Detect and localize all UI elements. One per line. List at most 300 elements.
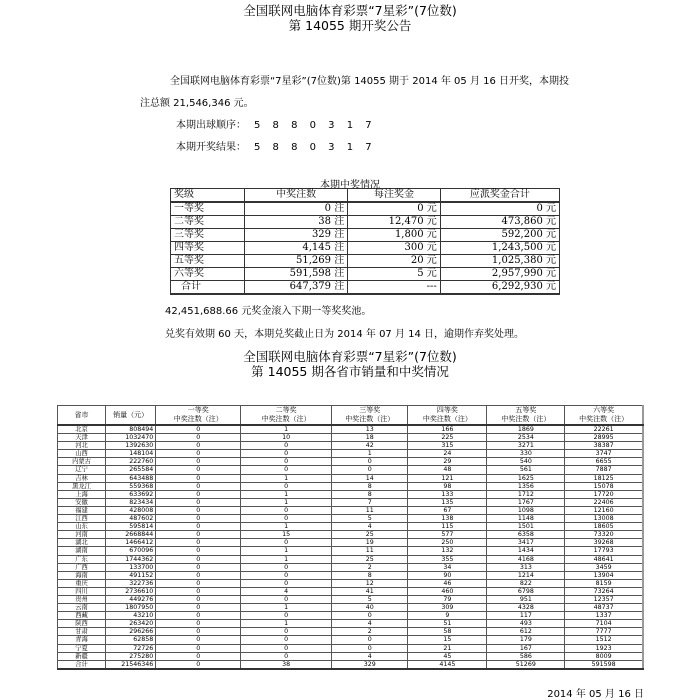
second-prize-cell: 1 [241, 547, 332, 555]
province-name-cell: 四川 [58, 587, 106, 595]
third-prize-cell: 25 [332, 555, 408, 563]
sales-cell: 670096 [106, 547, 156, 555]
third-prize-cell: 5 [332, 515, 408, 523]
sixth-prize-cell: 22261 [565, 425, 643, 434]
third-prize-cell: 13 [332, 425, 408, 434]
summary-row [171, 202, 560, 216]
province-row [58, 474, 644, 482]
summary-total-cell: 1,243,500 元 [440, 242, 559, 255]
fourth-prize-cell: 9 [408, 612, 487, 620]
fifth-prize-cell: 540 [487, 458, 565, 466]
draw-result-label: 本期开奖结果： [176, 142, 246, 153]
province-row [58, 515, 644, 523]
sales-cell: 643488 [106, 474, 156, 482]
fourth-prize-cell: 48 [408, 466, 487, 474]
sales-cell: 1807950 [106, 604, 156, 612]
fifth-prize-cell: 2534 [487, 434, 565, 442]
fourth-prize-cell: 46 [408, 579, 487, 587]
fifth-prize-cell: 117 [487, 612, 565, 620]
province-header-cell [487, 406, 565, 426]
second-prize-cell: 1 [241, 604, 332, 612]
sales-cell: 263420 [106, 620, 156, 628]
province-name-cell: 黑龙江 [58, 482, 106, 490]
sales-cell: 148104 [106, 450, 156, 458]
fourth-prize-cell: 34 [408, 563, 487, 571]
summary-grade-cell: 二等奖 [171, 216, 245, 229]
province-row [58, 482, 644, 490]
third-prize-cell: 18 [332, 434, 408, 442]
header-sublabel: 中奖注数（注） [173, 415, 223, 423]
header-label: 销量（元） [113, 410, 149, 419]
province-name-cell: 西藏 [58, 612, 106, 620]
province-row [58, 620, 644, 628]
second-prize-cell: 10 [241, 434, 332, 442]
summary-count-cell: 591,598 注 [245, 268, 348, 281]
fourth-prize-cell: 98 [408, 482, 487, 490]
fourth-prize-cell: 166 [408, 425, 487, 434]
fourth-prize-cell: 79 [408, 595, 487, 603]
province-row [58, 595, 644, 603]
first-prize-cell: 0 [156, 531, 241, 539]
second-prize-cell: 0 [241, 636, 332, 644]
third-prize-cell: 2 [332, 563, 408, 571]
province-row [58, 506, 644, 514]
fourth-prize-cell: 115 [408, 523, 487, 531]
summary-row [171, 255, 560, 268]
sales-cell: 428008 [106, 506, 156, 514]
second-prize-cell: 15 [241, 531, 332, 539]
validity-note: 兑奖有效期 60 天，本期兑奖截止日为 2014 年 07 月 14 日，逾期作弃奖处理。 [165, 329, 525, 340]
sixth-prize-cell: 7887 [565, 466, 643, 474]
fifth-prize-cell: 313 [487, 563, 565, 571]
summary-prize-cell: 20 元 [348, 255, 441, 268]
sales-cell: 595814 [106, 523, 156, 531]
draw-order-label: 本期出球顺序： [176, 120, 246, 131]
sales-cell: 21546346 [106, 660, 156, 669]
fifth-prize-cell: 3417 [487, 539, 565, 547]
province-row [58, 466, 644, 474]
draw-order-value: 5 8 8 0 3 1 7 [254, 120, 377, 131]
first-prize-cell: 0 [156, 660, 241, 669]
second-prize-cell: 1 [241, 523, 332, 531]
third-prize-cell: 0 [332, 636, 408, 644]
fourth-prize-cell: 121 [408, 474, 487, 482]
third-prize-cell: 7 [332, 498, 408, 506]
province-name-cell: 合计 [58, 660, 106, 669]
third-prize-cell: 0 [332, 612, 408, 620]
second-prize-cell: 0 [241, 458, 332, 466]
second-prize-cell: 0 [241, 579, 332, 587]
third-prize-cell: 42 [332, 442, 408, 450]
fifth-prize-cell: 4328 [487, 604, 565, 612]
fourth-prize-cell: 138 [408, 515, 487, 523]
summary-count-cell: 4,145 注 [245, 242, 348, 255]
second-prize-cell: 1 [241, 498, 332, 506]
fifth-prize-cell: 1767 [487, 498, 565, 506]
sixth-prize-cell: 1337 [565, 612, 643, 620]
fifth-prize-cell: 586 [487, 652, 565, 660]
summary-grade-cell: 合计 [171, 281, 245, 295]
first-prize-cell: 0 [156, 425, 241, 434]
fourth-prize-cell: 29 [408, 458, 487, 466]
second-prize-cell: 0 [241, 595, 332, 603]
sales-cell: 296266 [106, 628, 156, 636]
sixth-prize-cell: 12357 [565, 595, 643, 603]
fifth-prize-cell: 822 [487, 579, 565, 587]
second-prize-cell: 0 [241, 539, 332, 547]
fifth-prize-cell: 1214 [487, 571, 565, 579]
province-name-cell: 甘肃 [58, 628, 106, 636]
fourth-prize-cell: 355 [408, 555, 487, 563]
fourth-prize-cell: 24 [408, 450, 487, 458]
sixth-prize-cell: 48641 [565, 555, 643, 563]
announcement-title [0, 3, 700, 33]
sixth-prize-cell: 73264 [565, 587, 643, 595]
fifth-prize-cell: 330 [487, 450, 565, 458]
province-title-line-1: 全国联网电脑体育彩票“7星彩”(7位数) [243, 349, 457, 364]
province-name-cell: 内蒙古 [58, 458, 106, 466]
title-line-1: 全国联网电脑体育彩票“7星彩”(7位数) [243, 3, 457, 18]
province-row [58, 442, 644, 450]
summary-count-cell: 329 注 [245, 229, 348, 242]
fourth-prize-cell: 250 [408, 539, 487, 547]
second-prize-cell: 0 [241, 563, 332, 571]
province-name-cell: 上海 [58, 490, 106, 498]
first-prize-cell: 0 [156, 523, 241, 531]
first-prize-cell: 0 [156, 515, 241, 523]
third-prize-cell: 25 [332, 531, 408, 539]
header-label: 五等奖 [515, 406, 537, 414]
first-prize-cell: 0 [156, 458, 241, 466]
province-header-cell [106, 406, 156, 426]
first-prize-cell: 0 [156, 450, 241, 458]
sales-cell: 808494 [106, 425, 156, 434]
sixth-prize-cell: 8159 [565, 579, 643, 587]
first-prize-cell: 0 [156, 434, 241, 442]
province-name-cell: 安徽 [58, 498, 106, 506]
header-prize: 每注奖金 [348, 189, 441, 203]
first-prize-cell: 0 [156, 587, 241, 595]
summary-prize-cell: 5 元 [348, 268, 441, 281]
first-prize-cell: 0 [156, 539, 241, 547]
first-prize-cell: 0 [156, 595, 241, 603]
province-name-cell: 湖南 [58, 547, 106, 555]
second-prize-cell: 0 [241, 652, 332, 660]
rollover-note: 42,451,688.66 元奖金滚入下期一等奖奖池。 [165, 306, 372, 317]
sales-cell: 43210 [106, 612, 156, 620]
fifth-prize-cell: 1869 [487, 425, 565, 434]
sixth-prize-cell: 7104 [565, 620, 643, 628]
third-prize-cell: 5 [332, 595, 408, 603]
sixth-prize-cell: 3459 [565, 563, 643, 571]
third-prize-cell: 0 [332, 458, 408, 466]
first-prize-cell: 0 [156, 620, 241, 628]
summary-total-cell: 592,200 元 [440, 229, 559, 242]
province-header-cell [332, 406, 408, 426]
province-row [58, 563, 644, 571]
summary-row [171, 242, 560, 255]
first-prize-cell: 0 [156, 579, 241, 587]
province-section-title [0, 349, 700, 379]
province-header-row [58, 406, 644, 426]
sales-cell: 1744362 [106, 555, 156, 563]
second-prize-cell: 1 [241, 620, 332, 628]
sales-cell: 449276 [106, 595, 156, 603]
header-sublabel: 中奖注数（注） [422, 415, 472, 423]
fourth-prize-cell: 58 [408, 628, 487, 636]
fourth-prize-cell: 225 [408, 434, 487, 442]
province-name-cell: 河北 [58, 442, 106, 450]
first-prize-cell: 0 [156, 636, 241, 644]
province-title-line-2: 第 14055 期各省市销量和中奖情况 [251, 364, 449, 379]
third-prize-cell: 8 [332, 482, 408, 490]
summary-prize-cell: 1,800 元 [348, 229, 441, 242]
sales-cell: 322736 [106, 579, 156, 587]
sixth-prize-cell: 17720 [565, 490, 643, 498]
province-name-cell: 福建 [58, 506, 106, 514]
summary-total-cell: 6,292,930 元 [440, 281, 559, 295]
prize-summary-table [170, 188, 560, 295]
header-label: 二等奖 [275, 406, 297, 414]
sixth-prize-cell: 73320 [565, 531, 643, 539]
third-prize-cell: 11 [332, 506, 408, 514]
third-prize-cell: 4 [332, 523, 408, 531]
third-prize-cell: 329 [332, 660, 408, 669]
fifth-prize-cell: 493 [487, 620, 565, 628]
sixth-prize-cell: 8009 [565, 652, 643, 660]
fourth-prize-cell: 67 [408, 506, 487, 514]
sixth-prize-cell: 1512 [565, 636, 643, 644]
province-name-cell: 北京 [58, 425, 106, 434]
summary-header-row [171, 189, 560, 203]
summary-prize-cell: --- [348, 281, 441, 295]
summary-count-cell: 38 注 [245, 216, 348, 229]
third-prize-cell: 8 [332, 571, 408, 579]
summary-total-row [171, 281, 560, 295]
province-header-cell [408, 406, 487, 426]
sixth-prize-cell: 6655 [565, 458, 643, 466]
fifth-prize-cell: 6358 [487, 531, 565, 539]
fourth-prize-cell: 133 [408, 490, 487, 498]
third-prize-cell: 1 [332, 450, 408, 458]
header-sublabel: 中奖注数（注） [579, 415, 629, 423]
sixth-prize-cell: 591598 [565, 660, 643, 669]
sixth-prize-cell: 3747 [565, 450, 643, 458]
intro-line-2: 注总额 21,546,346 元。 [140, 98, 254, 109]
second-prize-cell: 0 [241, 644, 332, 652]
province-row [58, 604, 644, 612]
summary-row [171, 229, 560, 242]
summary-count-cell: 0 注 [245, 202, 348, 216]
province-header-cell [156, 406, 241, 426]
second-prize-cell: 0 [241, 506, 332, 514]
sales-cell: 133700 [106, 563, 156, 571]
fourth-prize-cell: 4145 [408, 660, 487, 669]
sales-cell: 633692 [106, 490, 156, 498]
province-row [58, 498, 644, 506]
province-name-cell: 新疆 [58, 652, 106, 660]
first-prize-cell: 0 [156, 628, 241, 636]
summary-count-cell: 647,379 注 [245, 281, 348, 295]
third-prize-cell: 8 [332, 490, 408, 498]
third-prize-cell: 19 [332, 539, 408, 547]
summary-prize-cell: 12,470 元 [348, 216, 441, 229]
draw-order [176, 119, 376, 133]
sales-cell: 1032470 [106, 434, 156, 442]
sales-cell: 72726 [106, 644, 156, 652]
third-prize-cell: 14 [332, 474, 408, 482]
province-row [58, 612, 644, 620]
sixth-prize-cell: 15078 [565, 482, 643, 490]
fifth-prize-cell: 1501 [487, 523, 565, 531]
province-name-cell: 江西 [58, 515, 106, 523]
sales-cell: 222760 [106, 458, 156, 466]
first-prize-cell: 0 [156, 498, 241, 506]
first-prize-cell: 0 [156, 442, 241, 450]
fourth-prize-cell: 51 [408, 620, 487, 628]
summary-count-cell: 51,269 注 [245, 255, 348, 268]
first-prize-cell: 0 [156, 490, 241, 498]
second-prize-cell: 1 [241, 555, 332, 563]
first-prize-cell: 0 [156, 466, 241, 474]
fifth-prize-cell: 612 [487, 628, 565, 636]
province-header-cell [241, 406, 332, 426]
first-prize-cell: 0 [156, 652, 241, 660]
province-name-cell: 重庆 [58, 579, 106, 587]
intro-line-1: 全国联网电脑体育彩票“7星彩”(7位数)第 14055 期于 2014 年 05 月 16 日开奖，本期投 [170, 76, 570, 87]
province-row [58, 579, 644, 587]
second-prize-cell: 0 [241, 571, 332, 579]
province-row [58, 636, 644, 644]
province-name-cell: 宁夏 [58, 644, 106, 652]
sixth-prize-cell: 17793 [565, 547, 643, 555]
province-name-cell: 贵州 [58, 595, 106, 603]
summary-prize-cell: 0 元 [348, 202, 441, 216]
sixth-prize-cell: 13904 [565, 571, 643, 579]
header-total: 应派奖金合计 [440, 189, 559, 203]
header-label: 四等奖 [436, 406, 458, 414]
province-row [58, 531, 644, 539]
header-grade: 奖级 [171, 189, 245, 203]
header-sublabel: 中奖注数（注） [501, 415, 551, 423]
sixth-prize-cell: 22406 [565, 498, 643, 506]
second-prize-cell: 1 [241, 474, 332, 482]
sales-cell: 275280 [106, 652, 156, 660]
fifth-prize-cell: 51269 [487, 660, 565, 669]
first-prize-cell: 0 [156, 604, 241, 612]
summary-grade-cell: 一等奖 [171, 202, 245, 216]
province-name-cell: 吉林 [58, 474, 106, 482]
second-prize-cell: 0 [241, 515, 332, 523]
first-prize-cell: 0 [156, 644, 241, 652]
summary-total-cell: 473,860 元 [440, 216, 559, 229]
third-prize-cell: 40 [332, 604, 408, 612]
second-prize-cell: 4 [241, 587, 332, 595]
fifth-prize-cell: 179 [487, 636, 565, 644]
first-prize-cell: 0 [156, 555, 241, 563]
second-prize-cell: 0 [241, 482, 332, 490]
header-sublabel: 中奖注数（注） [345, 415, 395, 423]
province-row [58, 628, 644, 636]
third-prize-cell: 0 [332, 466, 408, 474]
sales-cell: 491152 [106, 571, 156, 579]
fifth-prize-cell: 6798 [487, 587, 565, 595]
sales-cell: 487602 [106, 515, 156, 523]
province-row [58, 523, 644, 531]
sixth-prize-cell: 39268 [565, 539, 643, 547]
header-label: 省市 [74, 410, 89, 419]
sixth-prize-cell: 12160 [565, 506, 643, 514]
header-label: 三等奖 [359, 406, 381, 414]
first-prize-cell: 0 [156, 506, 241, 514]
first-prize-cell: 0 [156, 547, 241, 555]
second-prize-cell: 0 [241, 442, 332, 450]
sixth-prize-cell: 48737 [565, 604, 643, 612]
sixth-prize-cell: 38387 [565, 442, 643, 450]
fifth-prize-cell: 1356 [487, 482, 565, 490]
sales-cell: 1392630 [106, 442, 156, 450]
province-name-cell: 河南 [58, 531, 106, 539]
summary-grade-cell: 三等奖 [171, 229, 245, 242]
fifth-prize-cell: 561 [487, 466, 565, 474]
sales-cell: 559368 [106, 482, 156, 490]
province-row [58, 490, 644, 498]
summary-row [171, 268, 560, 281]
third-prize-cell: 12 [332, 579, 408, 587]
province-name-cell: 海南 [58, 571, 106, 579]
fifth-prize-cell: 1434 [487, 547, 565, 555]
province-row [58, 571, 644, 579]
header-count: 中奖注数 [245, 189, 348, 203]
province-name-cell: 广东 [58, 555, 106, 563]
draw-result [176, 141, 376, 155]
sales-cell: 2736610 [106, 587, 156, 595]
fourth-prize-cell: 309 [408, 604, 487, 612]
fifth-prize-cell: 1098 [487, 506, 565, 514]
province-name-cell: 辽宁 [58, 466, 106, 474]
second-prize-cell: 1 [241, 425, 332, 434]
sixth-prize-cell: 7777 [565, 628, 643, 636]
sixth-prize-cell: 1923 [565, 644, 643, 652]
fourth-prize-cell: 135 [408, 498, 487, 506]
fourth-prize-cell: 21 [408, 644, 487, 652]
province-name-cell: 山东 [58, 523, 106, 531]
summary-grade-cell: 四等奖 [171, 242, 245, 255]
fifth-prize-cell: 1148 [487, 515, 565, 523]
province-row [58, 434, 644, 442]
summary-grade-cell: 六等奖 [171, 268, 245, 281]
summary-total-cell: 1,025,380 元 [440, 255, 559, 268]
fourth-prize-cell: 315 [408, 442, 487, 450]
province-row [58, 652, 644, 660]
fifth-prize-cell: 4168 [487, 555, 565, 563]
third-prize-cell: 4 [332, 620, 408, 628]
first-prize-cell: 0 [156, 482, 241, 490]
fifth-prize-cell: 1712 [487, 490, 565, 498]
sixth-prize-cell: 18125 [565, 474, 643, 482]
sixth-prize-cell: 18605 [565, 523, 643, 531]
third-prize-cell: 0 [332, 644, 408, 652]
fifth-prize-cell: 1625 [487, 474, 565, 482]
first-prize-cell: 0 [156, 563, 241, 571]
province-row [58, 547, 644, 555]
header-label: 一等奖 [187, 406, 209, 414]
province-name-cell: 广西 [58, 563, 106, 571]
summary-total-cell: 2,957,990 元 [440, 268, 559, 281]
header-label: 六等奖 [593, 406, 615, 414]
summary-row [171, 216, 560, 229]
summary-prize-cell: 300 元 [348, 242, 441, 255]
